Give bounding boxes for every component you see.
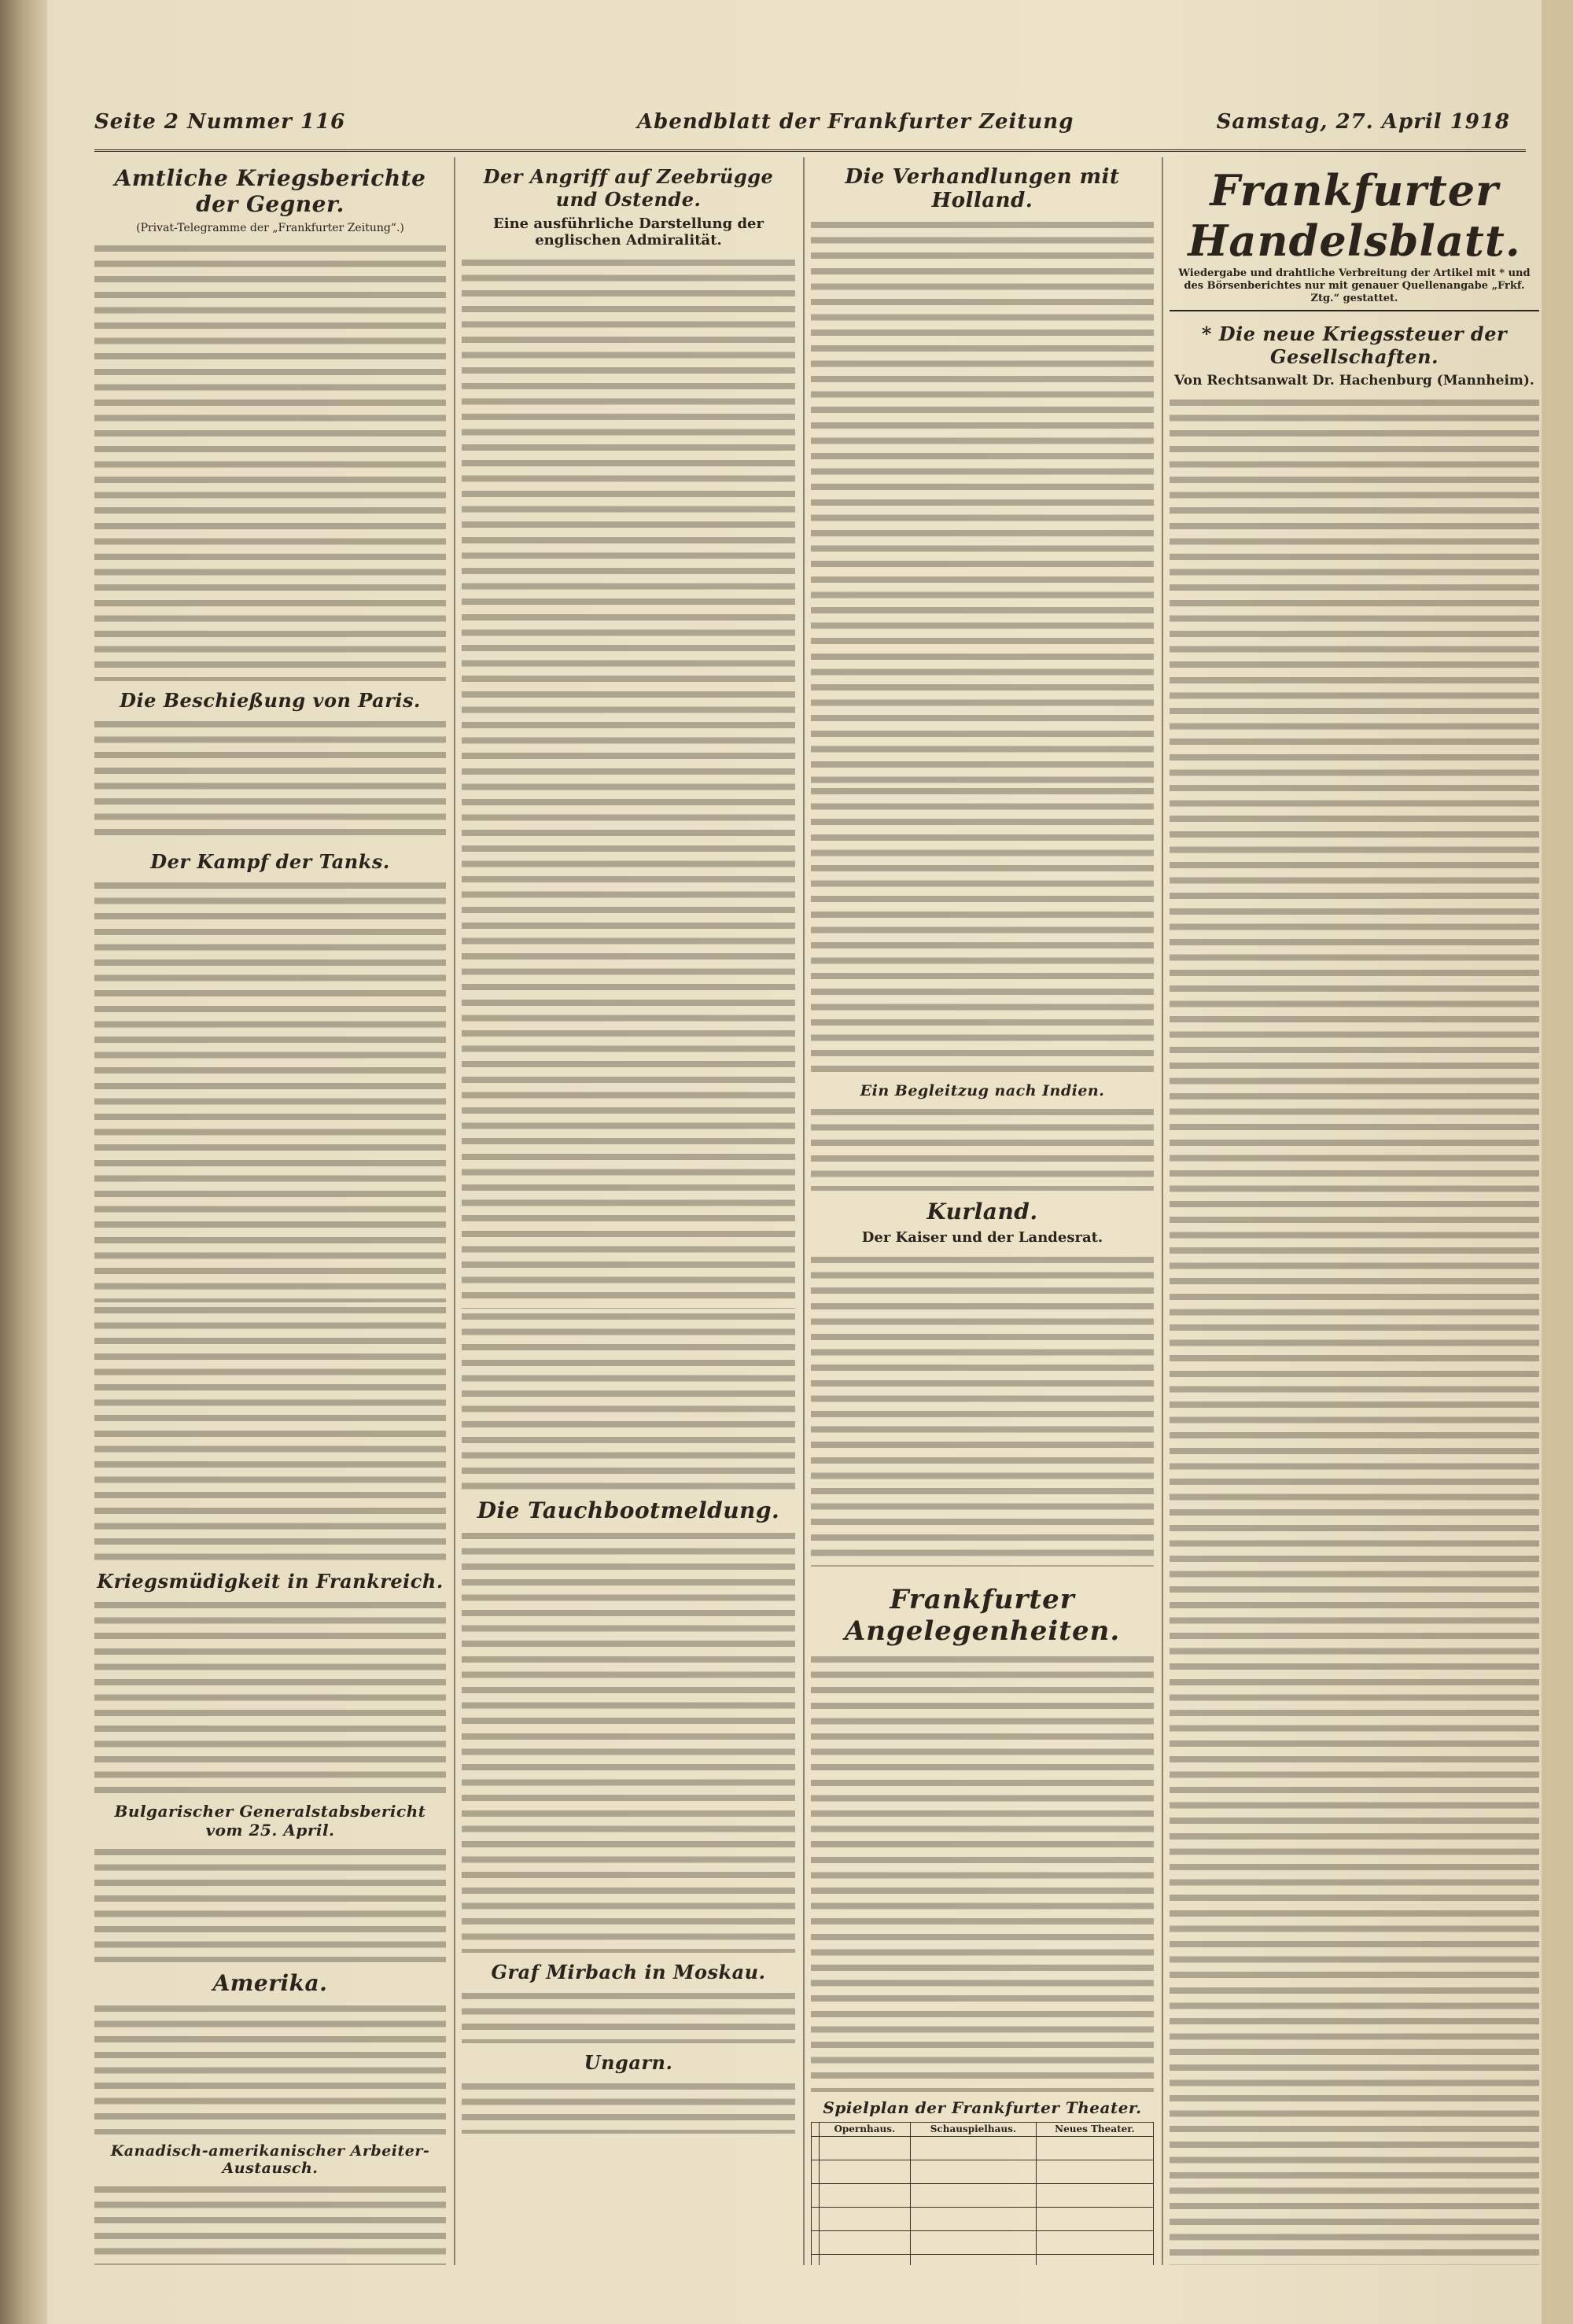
book-binding	[0, 0, 47, 2324]
theater-title: Spielplan der Frankfurter Theater.	[823, 2098, 1142, 2117]
byline: Von Rechtsanwalt Dr. Hachenburg (Mannheim).	[1174, 373, 1534, 389]
theater-col-header: Schauspielhaus.	[911, 2123, 1037, 2137]
article-text	[94, 1844, 446, 1962]
article-text	[462, 255, 795, 1309]
article-text	[462, 2079, 795, 2134]
article-text	[94, 1302, 446, 1562]
column-4	[1170, 157, 1539, 2265]
article-text	[811, 1104, 1154, 1191]
adjacent-page-strip	[1545, 0, 1573, 2324]
subheading: Der Kaiser und der Landesrat.	[861, 1229, 1103, 1246]
article-text	[94, 2182, 446, 2265]
header-page-number: Seite 2 Nummer 116	[94, 110, 346, 134]
column-1	[94, 157, 446, 2265]
article-text	[1170, 395, 1539, 2265]
article-text	[94, 2001, 446, 2134]
theater-col-header: Opernhaus.	[819, 2123, 910, 2137]
theater-schedule-table	[811, 2122, 1154, 2265]
article-text	[462, 1309, 795, 1490]
article-text	[94, 241, 446, 681]
theater-col-header: Neues Theater.	[1036, 2123, 1153, 2137]
heading: Kanadisch-amerikanischer Arbeiter-Austausch.	[110, 2142, 430, 2177]
heading: Frankfurter Angelegenheiten.	[844, 1584, 1121, 1647]
article-text	[94, 1597, 446, 1794]
heading: Die Verhandlungen mit Holland.	[845, 165, 1120, 212]
heading: Kriegsmüdigkeit in Frankreich.	[97, 1570, 444, 1593]
heading: Amtliche Kriegsberichte der Gegner.	[114, 165, 426, 217]
heading: Graf Mirbach in Moskau.	[491, 1961, 766, 1983]
masthead: Frankfurter Handelsblatt.	[1188, 165, 1521, 266]
article-text	[462, 1988, 795, 2043]
article-text	[94, 878, 446, 1302]
masthead-sub: Wiedergabe und drahtliche Verbreitung der Artikel mit * und des Börsenberichtes nur mit genauer Quellenangabe „Frkf. Ztg.“ gestattet.	[1170, 267, 1539, 311]
subheading: (Privat-Telegramme der „Frankfurter Zeitung“.)	[136, 222, 404, 234]
column-rule	[803, 157, 805, 2265]
article-text	[462, 1528, 795, 1953]
heading: * Die neue Kriegssteuer der Gesellschaften.	[1201, 322, 1508, 368]
heading: Bulgarischer Generalstabsbericht vom 25. April.	[114, 1802, 426, 1840]
column-rule	[454, 157, 455, 2265]
article-text	[811, 783, 1154, 1074]
header-title: Abendblatt der Frankfurter Zeitung	[637, 110, 1074, 134]
article-text	[811, 217, 1154, 783]
heading: Ungarn.	[584, 2051, 673, 2074]
column-rule	[1162, 157, 1163, 2265]
theater-col-header	[812, 2123, 820, 2137]
heading: Der Kampf der Tanks.	[150, 850, 390, 873]
heading: Amerika.	[212, 1970, 328, 1996]
heading: Die Beschießung von Paris.	[120, 689, 421, 712]
heading: Die Tauchbootmeldung.	[477, 1497, 780, 1523]
heading: Ein Begleitzug nach Indien.	[860, 1082, 1105, 1099]
page-header	[94, 110, 1526, 152]
article-text	[94, 716, 446, 842]
heading: Kurland.	[926, 1199, 1038, 1225]
column-3	[811, 157, 1154, 2265]
heading: Der Angriff auf Zeebrügge und Ostende.	[483, 165, 774, 211]
article-text	[811, 1652, 1154, 2092]
column-2	[462, 157, 795, 2265]
header-date: Samstag, 27. April 1918	[1216, 110, 1510, 134]
article-text	[811, 1252, 1154, 1567]
subheading: Eine ausführliche Darstellung der englischen Admiralität.	[493, 215, 764, 249]
